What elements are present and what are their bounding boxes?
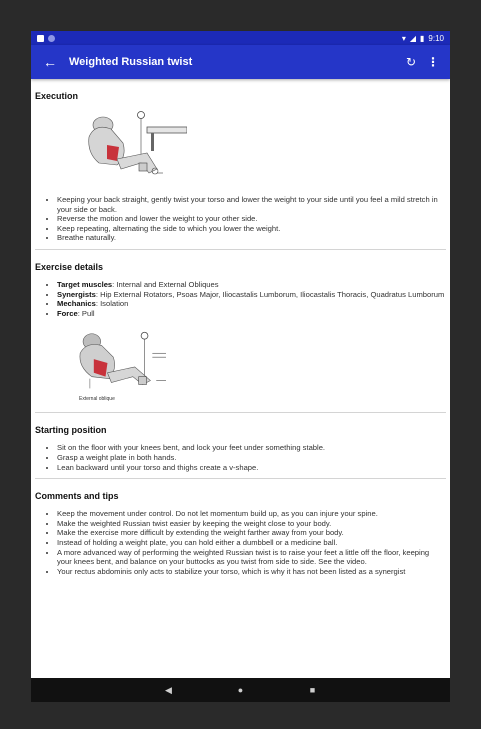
exercise-content[interactable] <box>31 79 450 678</box>
status-bar <box>31 31 450 45</box>
wifi-icon: ▾ <box>401 33 406 43</box>
details-section <box>35 249 446 412</box>
list-item: • Your rectus abdominis only acts to stabilize your torso, which is why it has not been listed as a synergist <box>57 567 446 577</box>
starting-position-section <box>35 412 446 478</box>
execution-list <box>35 195 446 243</box>
list-item <box>57 280 446 290</box>
muscle-illustration <box>71 324 181 406</box>
list-item: • Keeping your back straight, gently twist your torso and lower the weight to your side until you feel a mild stretch in your side or back. <box>57 195 446 214</box>
detail-label: Synergists <box>57 289 96 299</box>
list-item: • Keep the movement under control. Do not let momentum build up, as you can injure your spine. <box>57 509 446 519</box>
list-item: • Make the exercise more difficult by extending the weight farther away from your body. <box>57 528 446 538</box>
app-bar <box>31 45 450 79</box>
starting-position-heading: Starting position <box>35 425 107 436</box>
list-item: • Lean backward until your torso and thighs create a v-shape. <box>57 463 446 473</box>
sd-card-icon <box>37 35 44 42</box>
list-item: • Grasp a weight plate in both hands. <box>57 453 446 463</box>
refresh-button[interactable] <box>400 45 422 79</box>
list-item: • A more advanced way of performing the weighted Russian twist is to raise your feet a little off the floor, keeping your knees bent, and balance on your buttocks as you twist from side to side. See the video. <box>57 548 446 567</box>
notification-icon <box>48 35 55 42</box>
comments-section <box>35 478 446 582</box>
details-heading: Exercise details <box>35 261 104 272</box>
refresh-icon: ↻ <box>405 55 417 69</box>
detail-value: : Hip External Rotators, Psoas Major, Iliocastalis Lumborum, Iliocastalis Thoracis, Quadratus Lumborum <box>95 289 445 299</box>
list-item: • Make the weighted Russian twist easier by keeping the weight close to your body. <box>57 519 446 529</box>
more-vert-icon: ⋮ <box>427 55 439 69</box>
details-list <box>35 280 446 318</box>
oblique-muscle-illustration-icon <box>71 324 181 404</box>
list-item <box>57 299 446 309</box>
back-button[interactable] <box>31 45 69 79</box>
russian-twist-illustration-icon <box>77 107 187 187</box>
list-item: • Breathe naturally. <box>57 233 446 243</box>
device-screen <box>31 31 450 702</box>
comments-list <box>35 509 446 576</box>
detail-label: Mechanics <box>57 299 96 309</box>
list-item: • Reverse the motion and lower the weight to your other side. <box>57 214 446 224</box>
nav-back-button[interactable]: ◀ <box>165 684 172 695</box>
detail-value: : Pull <box>77 308 95 318</box>
arrow-left-icon: ← <box>43 54 57 70</box>
list-item <box>57 309 446 319</box>
detail-value: : Internal and External Obliques <box>112 279 219 289</box>
list-item: • Instead of holding a weight plate, you can hold either a dumbbell or a medicine ball. <box>57 538 446 548</box>
comments-heading: Comments and tips <box>35 491 119 502</box>
list-item: • Keep repeating, alternating the side to which you lower the weight. <box>57 224 446 234</box>
page-title: Weighted Russian twist <box>69 56 193 68</box>
more-options-button[interactable] <box>422 45 444 79</box>
detail-value: : Isolation <box>95 299 129 309</box>
list-item: • Sit on the floor with your knees bent, and lock your feet under something stable. <box>57 443 446 453</box>
detail-label: Force <box>57 308 78 318</box>
signal-icon: ◢ <box>409 33 417 43</box>
starting-position-list <box>35 443 446 472</box>
exercise-illustration <box>77 107 187 187</box>
execution-heading: Execution <box>35 91 79 101</box>
detail-label: Target muscles <box>57 279 113 289</box>
nav-home-button[interactable]: ● <box>237 685 244 695</box>
figure-caption: External oblique <box>79 396 115 403</box>
execution-section <box>35 79 446 249</box>
list-item <box>57 290 446 300</box>
system-nav-bar <box>31 678 450 702</box>
battery-icon: ▮ <box>420 33 425 43</box>
nav-recents-button[interactable]: ■ <box>309 685 316 695</box>
clock: 9:10 <box>428 33 444 43</box>
